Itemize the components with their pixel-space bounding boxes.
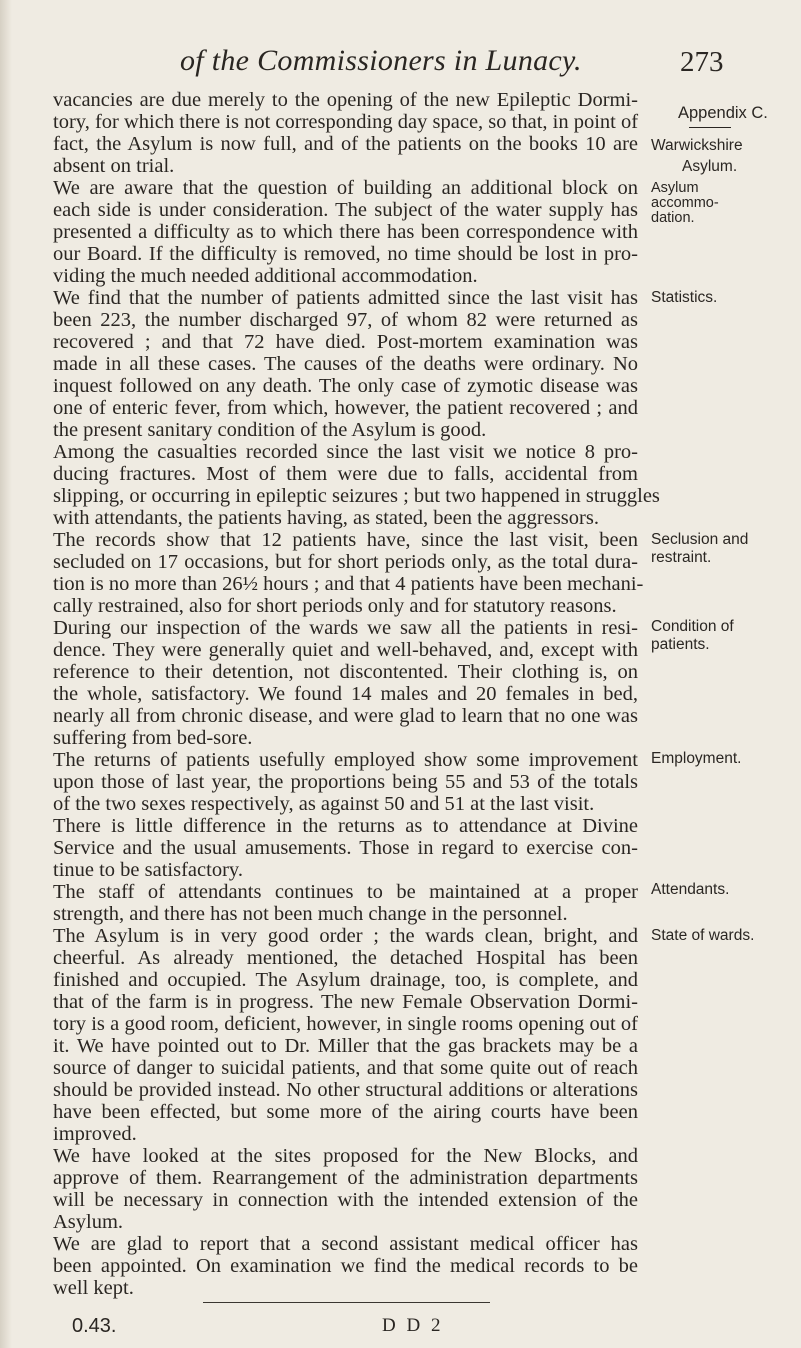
margin-note: dation.: [651, 210, 695, 226]
body-line: Among the casualties recorded since the last visit we notice 8 pro-: [53, 441, 638, 463]
body-line: The Asylum is in very good order ; the wards clean, bright, and: [53, 925, 638, 947]
body-line: The returns of patients usefully employed show some improvement: [53, 749, 638, 771]
body-line: absent on trial.: [53, 155, 175, 177]
body-line: We are glad to report that a second assistant medical officer has: [53, 1233, 638, 1255]
body-line: of the two sexes respectively, as against 50 and 51 at the last visit.: [53, 793, 595, 815]
margin-note: Condition of: [651, 618, 734, 635]
margin-note: Employment.: [651, 750, 742, 767]
body-line: been 223, the number discharged 97, of whom 82 were returned as: [53, 309, 638, 331]
page-spine-shadow: [0, 0, 12, 1348]
margin-note: accommo-: [651, 195, 719, 211]
footer-code: 0.43.: [72, 1315, 117, 1337]
body-line: inquest followed on any death. The only case of zymotic disease was: [53, 375, 638, 397]
body-line: nearly all from chronic disease, and were glad to learn that no one was: [53, 705, 638, 727]
body-line: We have looked at the sites proposed for the New Blocks, and: [53, 1145, 638, 1167]
body-line: During our inspection of the wards we saw all the patients in resi-: [53, 617, 638, 639]
body-line: suffering from bed-sore.: [53, 727, 253, 749]
body-line: dence. They were generally quiet and well-behaved, and, except with: [53, 639, 638, 661]
body-line: upon those of last year, the proportions being 55 and 53 of the totals: [53, 771, 638, 793]
body-line: We find that the number of patients admitted since the last visit has: [53, 287, 638, 309]
body-line: vacancies are due merely to the opening of the new Epileptic Dormi-: [53, 89, 638, 111]
body-line: cally restrained, also for short periods only and for statutory reasons.: [53, 595, 617, 617]
body-line: will be necessary in connection with the intended extension of the: [53, 1189, 638, 1211]
body-line: been appointed. On examination we find the medical records to be: [53, 1255, 638, 1277]
body-line: it. We have pointed out to Dr. Miller that the gas brackets may be a: [53, 1035, 638, 1057]
body-line: made in all these cases. The causes of the deaths were ordinary. No: [53, 353, 638, 375]
running-header: of the Commissioners in Lunacy.: [180, 44, 582, 77]
body-line: one of enteric fever, from which, however, the patient recovered ; and: [53, 397, 638, 419]
body-line: finished and occupied. The Asylum drainage, too, is complete, and: [53, 969, 638, 991]
margin-note-appendix: Appendix C.: [678, 104, 768, 122]
body-line: Asylum.: [53, 1211, 124, 1233]
margin-note: Statistics.: [651, 289, 718, 306]
body-line: tory is a good room, deficient, however, in single rooms opening out of: [53, 1013, 638, 1035]
body-line: the whole, satisfactory. We found 14 males and 20 females in bed,: [53, 683, 638, 705]
margin-note: patients.: [651, 636, 710, 653]
body-line: tinue to be satisfactory.: [53, 859, 243, 881]
body-line: The staff of attendants continues to be maintained at a proper: [53, 881, 638, 903]
body-line: We are aware that the question of building an additional block on: [53, 177, 638, 199]
body-line: tion is no more than 26½ hours ; and that 4 patients have been mechani-: [53, 573, 644, 595]
body-line: Service and the usual amusements. Those in regard to exercise con-: [53, 837, 638, 859]
margin-note: Seclusion and: [651, 531, 749, 548]
body-line: our Board. If the difficulty is removed, no time should be lost in pro-: [53, 243, 638, 265]
margin-note: restraint.: [651, 549, 712, 566]
body-line: ducing fractures. Most of them were due to falls, accidental from: [53, 463, 638, 485]
body-line: with attendants, the patients having, as stated, been the aggressors.: [53, 507, 599, 529]
signature-mark: D D 2: [382, 1315, 444, 1336]
body-line: reference to their detention, not discontented. Their clothing is, on: [53, 661, 638, 683]
body-line: recovered ; and that 72 have died. Post-mortem examination was: [53, 331, 638, 353]
page-number: 273: [680, 46, 724, 78]
body-line: each side is under consideration. The subject of the water supply has: [53, 199, 638, 221]
body-line: have been effected, but some more of the airing courts have been: [53, 1101, 638, 1123]
body-line: secluded on 17 occasions, but for short periods only, as the total dura-: [53, 551, 638, 573]
body-line: should be provided instead. No other structural additions or alterations: [53, 1079, 638, 1101]
margin-note: Asylum.: [682, 158, 738, 175]
body-line: There is little difference in the returns as to attendance at Divine: [53, 815, 638, 837]
body-line: source of danger to suicidal patients, and that some quite out of reach: [53, 1057, 638, 1079]
body-line: slipping, or occurring in epileptic seizures ; but two happened in struggles: [53, 485, 660, 507]
body-line: cheerful. As already mentioned, the detached Hospital has been: [53, 947, 638, 969]
margin-note: Attendants.: [651, 881, 730, 898]
body-line: that of the farm is in progress. The new Female Observation Dormi-: [53, 991, 638, 1013]
margin-rule: [689, 127, 731, 128]
body-line: improved.: [53, 1123, 137, 1145]
body-line: the present sanitary condition of the Asylum is good.: [53, 419, 487, 441]
body-line: viding the much needed additional accommodation.: [53, 265, 478, 287]
body-line: The records show that 12 patients have, since the last visit, been: [53, 529, 638, 551]
margin-note: Asylum: [651, 180, 699, 196]
margin-note: Warwickshire: [651, 137, 743, 154]
body-line: well kept.: [53, 1277, 134, 1299]
body-line: fact, the Asylum is now full, and of the patients on the books 10 are: [53, 133, 638, 155]
body-line: tory, for which there is not corresponding day space, so that, in point of: [53, 111, 639, 133]
body-line: presented a difficulty as to which there has been correspondence with: [53, 221, 638, 243]
body-line: strength, and there has not been much change in the personnel.: [53, 903, 568, 925]
margin-note: State of wards.: [651, 927, 755, 944]
body-line: approve of them. Rearrangement of the administration departments: [53, 1167, 638, 1189]
footer-rule: [203, 1302, 490, 1303]
